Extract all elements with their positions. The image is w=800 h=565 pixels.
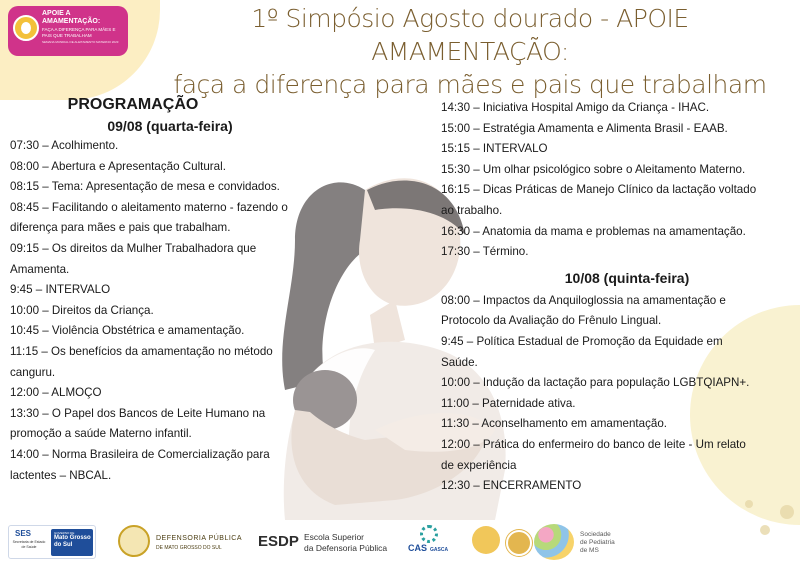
badge-footer: SEMANA MUNDIAL DE ALEITAMENTO MATERNO 2023 [42,40,119,44]
spms-name-line-3: de MS [580,547,599,554]
schedule-item: Saúde. [441,355,478,369]
spms-logo [534,522,634,562]
ses-logo-text: SES [15,529,32,538]
day1-schedule-list [10,136,330,486]
schedule-item: 08:00 – Impactos da Anquiloglossia na amamentação e [441,293,726,307]
day2-schedule-list [441,291,793,497]
program-column-right [441,98,793,497]
esdp-name-line-1: Escola Superior [304,532,365,542]
schedule-item: 07:30 – Acolhimento. [10,139,119,152]
esdp-name-line-2: da Defensoria Pública [304,543,388,553]
cas-logo-text: CAS [408,543,428,553]
gold-ribbon-logo-icon [472,526,500,554]
defensoria-emblem-icon [118,525,150,557]
schedule-item: 15:15 – INTERVALO [441,142,548,156]
schedule-item: 16:15 – Dicas Práticas de Manejo Clínico da lactação voltado [441,183,757,197]
spms-name-line-1: Sociedade [580,531,611,538]
day1-afternoon-list [441,98,793,263]
badge-subtitle: FAÇA A DIFERENÇA PARA MÃES E PAIS QUE TRABALHAM [42,27,116,38]
schedule-item: canguru. [10,365,56,379]
schedule-item: de experiência [441,458,517,472]
schedule-item: 9:45 – INTERVALO [10,283,111,297]
schedule-item: 9:45 – Política Estadual de Promoção da Equidade em [441,334,723,348]
day2-heading: 10/08 (quinta-feira) [564,269,690,286]
schedule-item: 13:30 – O Papel dos Bancos de Leite Humano na [10,406,266,420]
cas-gasca-logo [408,525,468,559]
schedule-item: Protocolo da Avaliação do Frênulo Lingual. [441,314,662,328]
spms-emblem-icon [534,524,574,560]
schedule-item: diferença para mães e pais que trabalham. [10,221,231,235]
schedule-item: lactentes – NBCAL. [10,468,112,482]
schedule-item: 12:30 – ENCERRAMENTO [441,479,582,493]
ses-logo-subtitle: Secretaria de Estado de Saúde [12,540,46,549]
schedule-item: 08:45 – Facilitando o aleitamento materno - fazendo o [10,200,288,214]
schedule-item: 16:30 – Anatomia da mama e problemas na amamentação. [441,224,746,238]
schedule-item: 11:00 – Paternidade ativa. [441,396,576,410]
badge-title: APOIE A AMAMENTAÇÃO: [42,10,101,25]
event-title-line-1: 1º Simpósio Agosto dourado - APOIE AMAMENTAÇÃO: [251,4,689,66]
defensoria-name-line-1: DEFENSORIA PÚBLICA [156,535,243,542]
schedule-item: ao trabalho. [441,203,503,217]
ms-logo-box [51,529,93,556]
cas-emblem-icon [420,525,438,543]
schedule-item: 14:30 – Iniciativa Hospital Amigo da Criança - IHAC. [441,101,710,114]
schedule-item: 12:00 – ALMOÇO [10,386,102,400]
campaign-badge [8,6,128,56]
ms-logo-top: GOVERNO DE [54,531,75,535]
esdp-logo [258,526,398,558]
schedule-item: 14:00 – Norma Brasileira de Comercialização para [10,447,270,461]
schedule-item: 10:00 – Direitos da Criança. [10,303,154,317]
schedule-item: 08:15 – Tema: Apresentação de mesa e convidados. [10,180,280,194]
day1-heading: 09/08 (quarta-feira) [107,118,233,134]
schedule-item: 11:15 – Os benefícios da amamentação no método [10,344,273,358]
defensoria-logo [118,524,248,560]
sponsor-logos-bar [0,522,800,565]
spms-name-line-2: de Pediatria [580,539,615,546]
schedule-item: 11:30 – Aconselhamento em amamentação. [441,417,668,431]
schedule-item: 17:30 – Término. [441,245,529,259]
schedule-item: 08:00 – Abertura e Apresentação Cultural. [10,159,226,173]
schedule-item: 10:00 – Indução da lactação para população LGBTQIAPN+. [441,376,750,390]
golden-august-logo-icon [506,530,532,556]
event-title [150,2,790,101]
decorative-dot [745,500,753,508]
breastfeeding-logo-icon [13,15,39,41]
event-title-line-2: faça a diferença para mães e pais que trabalham [173,70,767,99]
schedule-item: 15:30 – Um olhar psicológico sobre o Aleitamento Materno. [441,162,746,176]
ses-ms-logo [8,525,96,559]
program-heading: PROGRAMAÇÃO [67,96,199,113]
schedule-item: 12:00 – Prática do enfermeiro do banco de leite - Um relato [441,437,746,451]
schedule-item: 09:15 – Os direitos da Mulher Trabalhadora que [10,241,257,255]
esdp-logo-text: ESDP [258,533,299,550]
schedule-item: 10:45 – Violência Obstétrica e amamentação. [10,324,245,338]
program-column-left [10,94,330,486]
decorative-dot [780,505,794,519]
schedule-item: 15:00 – Estratégia Amamenta e Alimenta Brasil - EAAB. [441,121,728,135]
gasca-logo-text: GASCA [430,547,449,553]
ms-logo-text: Mato Grosso do Sul [54,535,91,548]
schedule-item: Amamenta. [10,262,70,276]
defensoria-name-line-2: DE MATO GROSSO DO SUL [156,545,222,551]
schedule-item: promoção a saúde Materno infantil. [10,427,192,441]
